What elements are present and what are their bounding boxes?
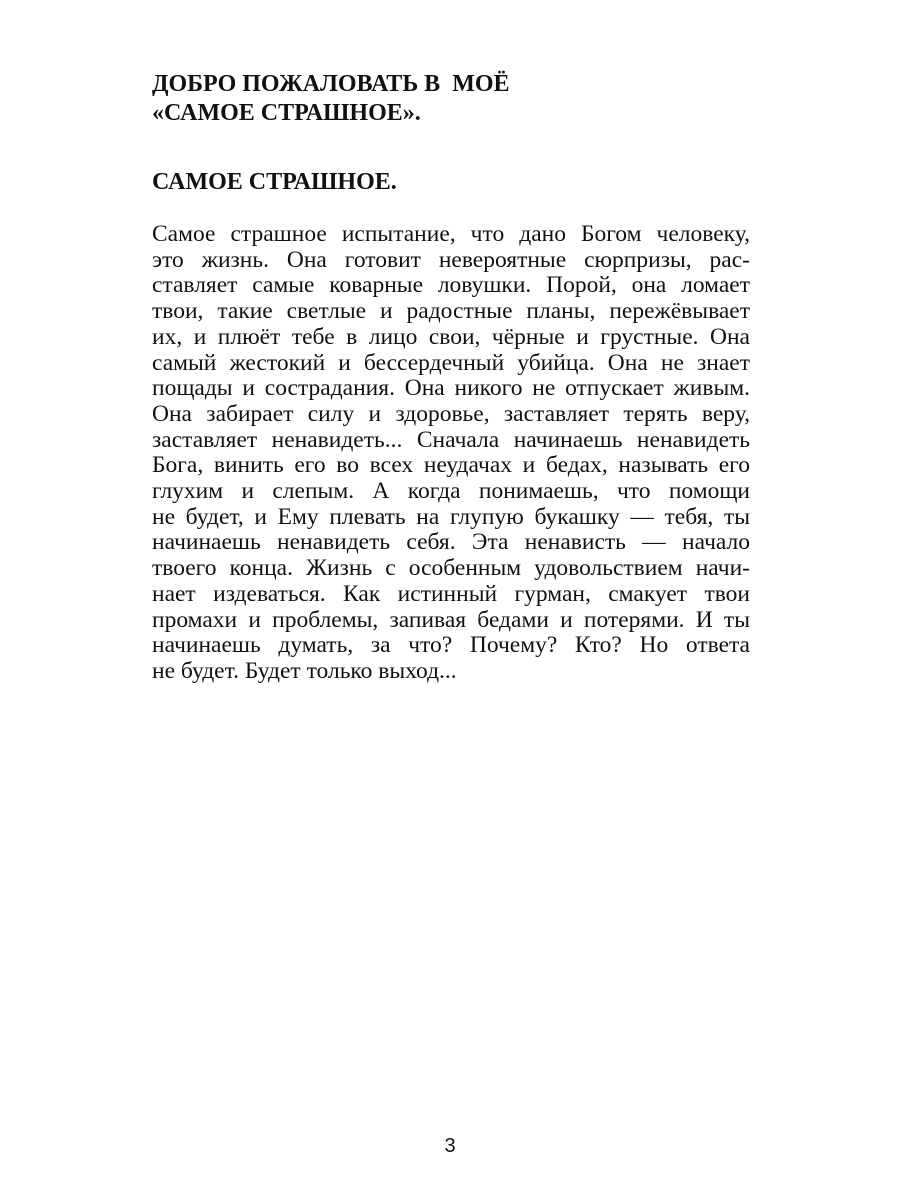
text-line: пощады и сострадания. Она никого не отпускает живым. — [152, 375, 750, 402]
page-title-line: ДОБРО ПОЖАЛОВАТЬ В МОЁ — [152, 71, 510, 97]
text-line: начинаешь думать, за что? Почему? Кто? Но ответа — [152, 632, 750, 659]
text-line: нает издеваться. Как истинный гурман, смакует твои — [152, 580, 750, 607]
text-line: не будет, и Ему плевать на глупую букашку — тебя, ты — [152, 503, 750, 530]
text-line: самый жестокий и бессердечный убийца. Она не знает — [152, 349, 750, 376]
text-line: заставляет ненавидеть... Сначала начинаешь ненавидеть — [152, 426, 750, 453]
section-heading: САМОЕ СТРАШНОЕ. — [152, 169, 397, 195]
body-paragraph — [152, 222, 750, 685]
text-line: ставляет самые коварные ловушки. Порой, она ломает — [152, 272, 750, 299]
text-line: твоего конца. Жизнь с особенным удовольствием начи- — [152, 555, 750, 582]
text-line: не будет. Будет только выход... — [152, 657, 457, 684]
page-number: 3 — [444, 1135, 456, 1157]
text-line: это жизнь. Она готовит невероятные сюрпризы, рас- — [152, 246, 750, 273]
text-line: начинаешь ненавидеть себя. Эта ненависть — начало — [152, 529, 750, 556]
page-title — [152, 70, 772, 128]
text-line: глухим и слепым. А когда понимаешь, что помощи — [152, 478, 750, 505]
text-line: Она забирает силу и здоровье, заставляет терять веру, — [152, 400, 750, 427]
text-line: твои, такие светлые и радостные планы, пережёвывает — [152, 298, 750, 325]
text-line: Бога, винить его во всех неудачах и бедах, называть его — [152, 452, 750, 479]
page-title-line: «САМОЕ СТРАШНОЕ». — [152, 100, 421, 126]
text-line: промахи и проблемы, запивая бедами и потерями. И ты — [152, 606, 750, 633]
text-line: Самое страшное испытание, что дано Богом человеку, — [152, 221, 750, 247]
text-line: их, и плюёт тебе в лицо свои, чёрные и грустные. Она — [152, 323, 750, 350]
